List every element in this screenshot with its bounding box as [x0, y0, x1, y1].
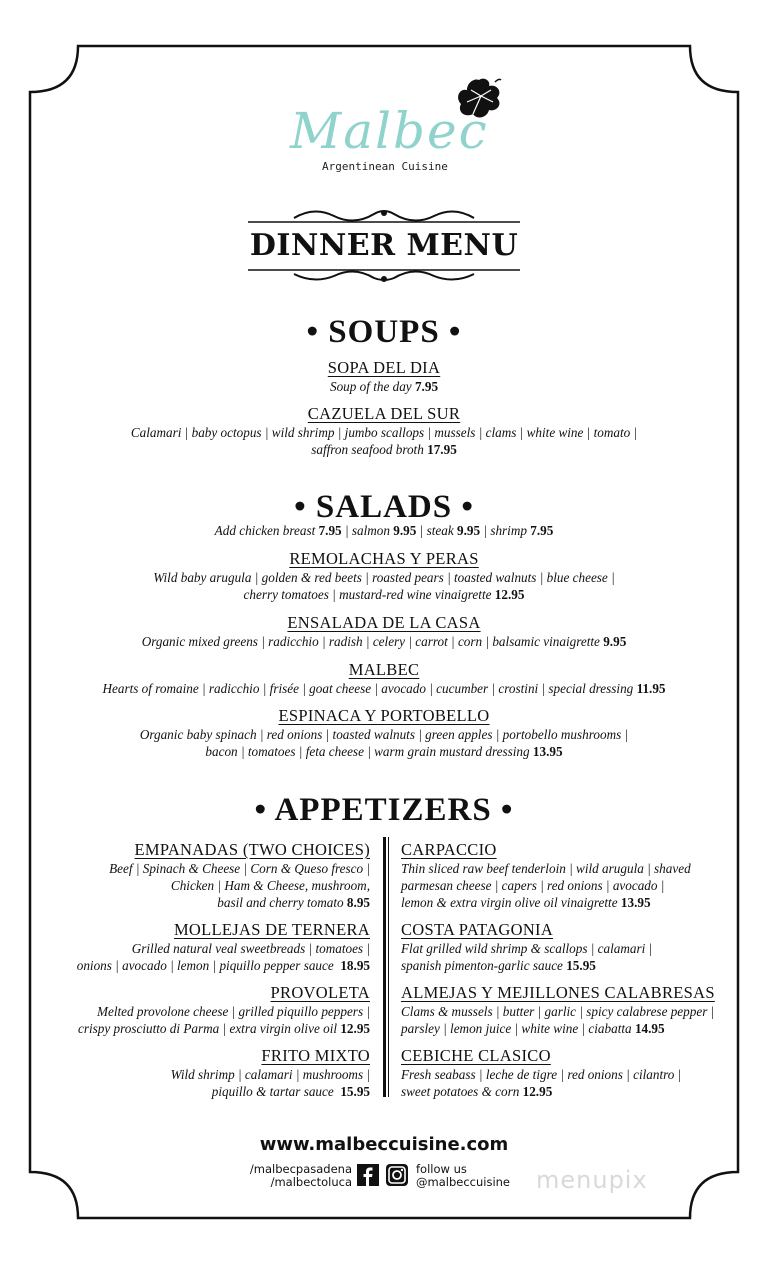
item-price: 13.95	[532, 744, 563, 759]
instagram-icon[interactable]	[386, 1164, 408, 1186]
item-price: 12.95	[494, 587, 525, 602]
item-desc: Beef | Spinach & Cheese | Corn & Queso fresco | Chicken | Ham & Cheese, mushroom, basil and cherry tomato 8.95	[109, 861, 370, 910]
salad-item	[30, 660, 738, 697]
appetizer-item	[60, 920, 370, 974]
appetizer-item	[401, 920, 736, 974]
item-name: FRITO MIXTO	[261, 1046, 370, 1065]
item-desc: Soup of the day 7.95	[329, 379, 439, 394]
item-name: CAZUELA DEL SUR	[307, 404, 461, 423]
item-price: 13.95	[620, 895, 651, 910]
appetizers-heading: • APPETIZERS •	[254, 792, 514, 828]
item-name: ALMEJAS Y MEJILLONES CALABRESAS	[401, 983, 715, 1002]
menu-title: DINNER MENU	[249, 228, 519, 263]
item-desc: Organic baby spinach | red onions | toasted walnuts | green apples | portobello mushrooms | bacon | tomatoes | feta cheese | warm grain mustard dressing 13.95	[139, 727, 629, 759]
item-name: COSTA PATAGONIA	[401, 920, 554, 939]
item-name: CARPACCIO	[401, 840, 497, 859]
item-name: MOLLEJAS DE TERNERA	[173, 920, 370, 939]
salads-heading: • SALADS •	[294, 489, 474, 525]
item-name: CEBICHE CLASICO	[401, 1046, 551, 1065]
item-price: 12.95	[522, 1084, 553, 1099]
item-name: ENSALADA DE LA CASA	[287, 613, 481, 632]
column-divider	[383, 837, 386, 1097]
item-desc: Organic mixed greens | radicchio | radish | celery | carrot | corn | balsamic vinaigrette 9.95	[141, 634, 627, 649]
item-name: SOPA DEL DIA	[327, 358, 441, 377]
item-desc: Flat grilled wild shrimp & scallops | calamari | spanish pimenton-garlic sauce 15.95	[401, 941, 653, 973]
item-price: 11.95	[636, 681, 666, 696]
item-desc: Grilled natural veal sweetbreads | tomatoes | onions | avocado | lemon | piquillo pepper sauce 18.95	[76, 941, 370, 973]
facebook-icon[interactable]	[357, 1164, 379, 1186]
website-link[interactable]: www.malbeccuisine.com	[259, 1134, 509, 1155]
item-desc: Hearts of romaine | radicchio | frisée | goat cheese | avocado | cucumber | crostini | special dressing 11.95	[102, 681, 666, 696]
item-desc: Clams & mussels | butter | garlic | spicy calabrese pepper | parsley | lemon juice | white wine | ciabatta 14.95	[401, 1004, 715, 1036]
item-name: EMPANADAS (TWO CHOICES)	[134, 840, 370, 859]
appetizer-item	[401, 1046, 736, 1100]
instagram-handle[interactable]: follow us @malbeccuisine	[416, 1162, 510, 1189]
appetizer-item	[401, 983, 736, 1037]
brand-name: Malbec	[290, 102, 489, 160]
appetizer-item	[50, 983, 370, 1037]
item-desc: Wild shrimp | calamari | mushrooms | piquillo & tartar sauce 15.95	[170, 1067, 370, 1099]
facebook-handles[interactable]: /malbecpasadena /malbectoluca	[249, 1162, 352, 1189]
salad-item	[30, 549, 738, 603]
item-desc: Wild baby arugula | golden & red beets | roasted pears | toasted walnuts | blue cheese | cherry tomatoes | mustard-red wine vinaigrette 12.95	[153, 570, 615, 602]
item-price: 15.95	[340, 1084, 370, 1099]
brand-tagline: Argentinean Cuisine	[322, 160, 448, 173]
item-name: ESPINACA Y PORTOBELLO	[278, 706, 490, 725]
item-price: 14.95	[634, 1021, 665, 1036]
appetizer-item	[60, 1046, 370, 1100]
column-divider	[388, 837, 389, 1097]
item-price: 8.95	[346, 895, 370, 910]
item-price: 7.95	[414, 379, 439, 394]
soup-item	[30, 358, 738, 395]
item-desc: Calamari | baby octopus | wild shrimp | jumbo scallops | mussels | clams | white wine | tomato | saffron seafood broth 17.95	[130, 425, 638, 457]
item-name: REMOLACHAS Y PERAS	[289, 549, 479, 568]
appetizer-item	[401, 840, 736, 911]
item-price: 18.95	[340, 958, 370, 973]
salad-item	[30, 613, 738, 650]
item-name: MALBEC	[348, 660, 420, 679]
brand-logo	[280, 72, 510, 182]
item-name: PROVOLETA	[270, 983, 370, 1002]
item-desc: Thin sliced raw beef tenderloin | wild arugula | shaved parmesan cheese | capers | red onions | avocado | lemon & extra virgin olive oil vinaigrette 13.95	[401, 861, 691, 910]
item-price: 9.95	[603, 634, 627, 649]
item-price: 17.95	[427, 442, 457, 457]
soup-item	[30, 404, 738, 458]
salad-item	[30, 706, 738, 760]
watermark: menupix	[536, 1166, 648, 1194]
item-price: 15.95	[566, 958, 596, 973]
item-desc: Fresh seabass | leche de tigre | red onions | cilantro | sweet potatoes & corn 12.95	[401, 1067, 682, 1099]
menu-title-banner	[244, 204, 524, 284]
soups-heading: • SOUPS •	[306, 314, 462, 350]
item-desc: Melted provolone cheese | grilled piquillo peppers | crispy prosciutto di Parma | extra virgin olive oil 12.95	[77, 1004, 370, 1036]
item-price: 12.95	[340, 1021, 370, 1036]
appetizer-item	[60, 840, 370, 911]
salad-addons: Add chicken breast 7.95 | salmon 9.95 | steak 9.95 | shrimp 7.95	[214, 523, 554, 538]
